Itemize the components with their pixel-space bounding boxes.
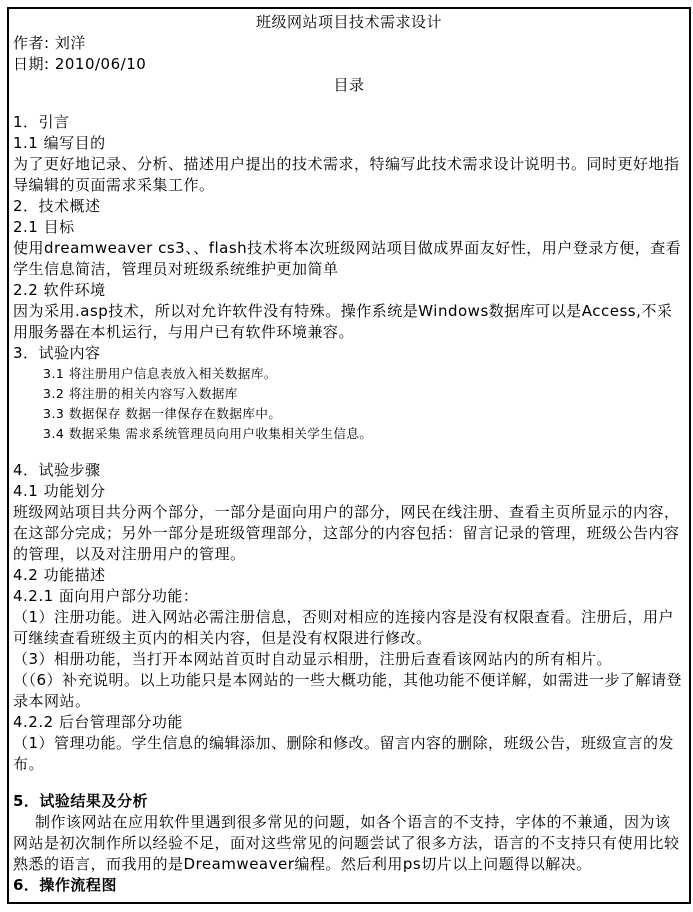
list-item: 3.3 数据保存 数据一律保存在数据库中。 bbox=[43, 406, 282, 421]
paragraph: 班级网站项目共分两个部分，一部分是面向用户的部分，网民在线注册、查看主页所显示的内容，在这部分完成；另外一部分是班级管理部分，这部分的内容包括：留言记录的管理，班级公告内容的管理，以及对注册用户的管理。 bbox=[13, 503, 680, 563]
paragraph: 制作该网站在应用软件里遇到很多常见的问题，如各个语言的不支持，字体的不兼通，因为该网站是初次制作所以经验不足，面对这些常见的问题尝试了很多方法，语言的不支持只有使用比较熟悉的语言，而我用的是Dreamweaver编程。然后利用ps切片以上问题得以解决。 bbox=[13, 813, 680, 873]
section-heading: 1.1 编写目的 bbox=[13, 134, 106, 152]
toc-heading: 目录 bbox=[333, 76, 365, 94]
author-line: 作者: 刘洋 bbox=[13, 34, 86, 52]
date-line: 日期: 2010/06/10 bbox=[13, 55, 147, 73]
section-heading: 2．技术概述 bbox=[13, 197, 101, 215]
section-heading: 2.2 软件环境 bbox=[13, 281, 106, 299]
paragraph: （1）管理功能。学生信息的编辑添加、删除和修改。留言内容的删除，班级公告，班级宣言的发布。 bbox=[13, 734, 675, 773]
doc-title: 班级网站项目技术需求设计 bbox=[255, 13, 442, 31]
paragraph: 使用dreamweaver cs3、、flash技术将本次班级网站项目做成界面友好性，用户登录方便，查看学生信息简洁，管理员对班级系统维护更加简单 bbox=[13, 239, 682, 278]
section-heading: 1．引言 bbox=[13, 113, 70, 131]
section-heading: 5．试验结果及分析 bbox=[13, 792, 148, 810]
list-item: 3.2 将注册的相关内容写入数据库 bbox=[43, 386, 238, 401]
paragraph: （（6）补充说明。以上功能只是本网站的一些大概功能，其他功能不便详解，如需进一步了解请登录本网站。 bbox=[13, 671, 683, 710]
section-heading: 3．试验内容 bbox=[13, 344, 101, 362]
list-item: 3.4 数据采集 需求系统管理员向用户收集相关学生信息。 bbox=[43, 426, 373, 441]
paragraph: 因为采用.asp技术，所以对允许软件没有特殊。操作系统是Windows数据库可以是Access,不采用服务器在本机运行，与用户已有软件环境兼容。 bbox=[13, 302, 673, 341]
paragraph: 为了更好地记录、分析、描述用户提出的技术需求，特编写此技术需求设计说明书。同时更好地指导编辑的页面需求采集工作。 bbox=[13, 155, 680, 194]
section-heading: 4.2.1 面向用户部分功能： bbox=[13, 587, 199, 605]
section-heading: 2.1 目标 bbox=[13, 218, 75, 236]
paragraph: （1）注册功能。进入网站必需注册信息，否则对相应的连接内容是没有权限查看。注册后，用户可继续查看班级主页内的相关内容，但是没有权限进行修改。 bbox=[13, 608, 675, 647]
section-heading: 6．操作流程图 bbox=[13, 876, 117, 894]
spacer bbox=[13, 444, 685, 460]
section-heading: 4.2 功能描述 bbox=[13, 566, 106, 584]
document-page bbox=[7, 7, 691, 904]
spacer bbox=[13, 775, 685, 791]
section-heading: 4.1 功能划分 bbox=[13, 482, 106, 500]
section-heading: 4．试验步骤 bbox=[13, 461, 101, 479]
paragraph: （3）相册功能，当打开本网站首页时自动显示相册，注册后查看该网站内的所有相片。 bbox=[13, 650, 613, 668]
spacer bbox=[13, 96, 685, 112]
section-heading: 4.2.2 后台管理部分功能 bbox=[13, 713, 183, 731]
list-item: 3.1 将注册用户信息表放入相关数据库。 bbox=[43, 366, 277, 381]
